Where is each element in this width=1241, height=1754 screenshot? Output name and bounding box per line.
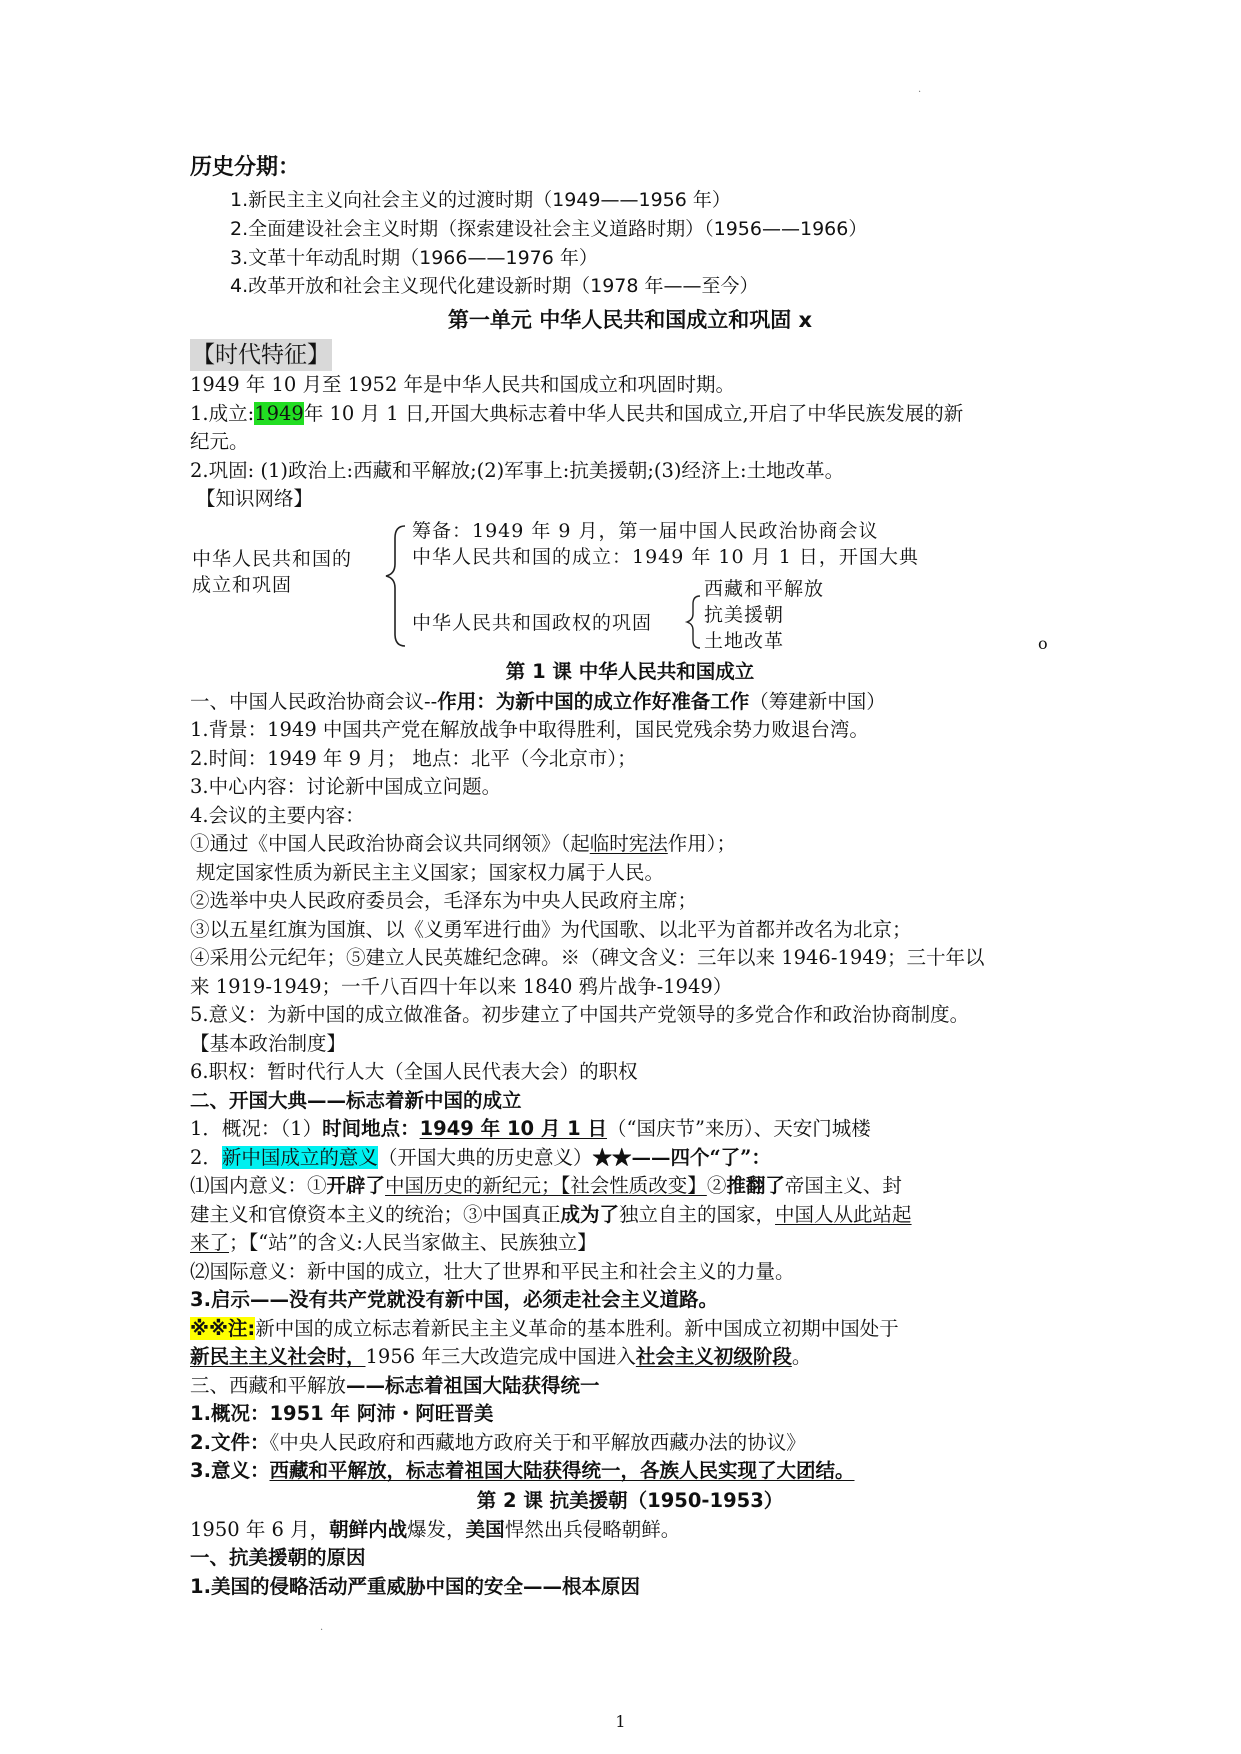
domestic-1: ⑴国内意义：①开辟了中国历史的新纪元；【社会性质改变】②推翻了帝国主义、封 bbox=[190, 1174, 902, 1198]
korea-section1: 一、抗美援朝的原因 bbox=[190, 1546, 366, 1570]
domestic-3: 来了；【“站”的含义:人民当家做主、民族独立】 bbox=[190, 1231, 597, 1255]
highlight-1949: 1949 bbox=[254, 401, 304, 425]
diagram-sub-tibet: 西藏和平解放 bbox=[704, 577, 825, 600]
page-number: 1 bbox=[615, 1712, 626, 1731]
period-item: 2.全面建设社会主义时期（探索建设社会主义道路时期）（1956——1966） bbox=[230, 217, 868, 240]
era-line: 1949 年 10 月至 1952 年是中华人民共和国成立和巩固时期。 bbox=[190, 373, 736, 397]
section2-title: 二、开国大典——标志着新中国的成立 bbox=[190, 1088, 522, 1112]
diagram-sub-land: 土地改革 bbox=[704, 629, 785, 652]
era-tag: 【时代特征】 bbox=[190, 339, 332, 371]
diagram-consolidation: 中华人民共和国政权的巩固 bbox=[412, 611, 653, 634]
scan-dot: . bbox=[918, 84, 922, 95]
founding-line-2: 纪元。 bbox=[190, 430, 249, 454]
background-line: 1.背景：1949 中国共产党在解放战争中取得胜利，国民党残余势力败退台湾。 bbox=[190, 718, 869, 742]
diagram-founding: 中华人民共和国的成立：1949 年 10 月 1 日，开国大典 bbox=[412, 545, 919, 568]
power-line: 6.职权：暂时代行人大（全国人民代表大会）的职权 bbox=[190, 1060, 638, 1084]
international-line: ⑵国际意义：新中国的成立，壮大了世界和平民主和社会主义的力量。 bbox=[190, 1259, 795, 1283]
content-3: ③以五星红旗为国旗、以《义勇军进行曲》为代国歌、以北平为首都并改名为北京； bbox=[190, 917, 912, 941]
tibet-document: 2.文件：《中央人民政府和西藏地方政府关于和平解放西藏办法的协议》 bbox=[190, 1430, 806, 1454]
ceremony-significance: 2．新中国成立的意义（开国大典的历史意义）★★——四个“了”： bbox=[190, 1145, 771, 1169]
time-line: 2.时间：1949 年 9 月； 地点：北平（今北京市）； bbox=[190, 746, 637, 770]
diagram-prep: 筹备：1949 年 9 月，第一届中国人民政治协商会议 bbox=[412, 519, 879, 542]
center-line: 3.中心内容：讨论新中国成立问题。 bbox=[190, 775, 502, 799]
consolidate-line: 2.巩固: (1)政治上:西藏和平解放;(2)军事上:抗美援朝;(3)经济上:土地改革。 bbox=[190, 458, 845, 482]
note-line-2: 新民主主义社会时，1956 年三大改造完成中国进入社会主义初级阶段。 bbox=[190, 1345, 812, 1369]
content-1: ①通过《中国人民政治协商会议共同纲领》（起临时宪法作用）； bbox=[190, 832, 737, 856]
highlight-note: ※※注: bbox=[190, 1316, 256, 1340]
section1-title: 一、中国人民政治协商会议--作用：为新中国的成立作好准备工作（筹建新中国） bbox=[190, 689, 886, 713]
lesson2-title: 第 2 课 抗美援朝（1950-1953） bbox=[476, 1488, 784, 1512]
history-title: 历史分期： bbox=[190, 155, 301, 180]
network-label: 【知识网络】 bbox=[196, 487, 314, 511]
enlightenment-line: 3.启示——没有共产党就没有新中国，必须走社会主义道路。 bbox=[190, 1288, 718, 1312]
diagram-sub-korea: 抗美援朝 bbox=[704, 603, 785, 626]
lesson1-title: 第 1 课 中华人民共和国成立 bbox=[505, 659, 755, 683]
tibet-significance: 3.意义：西藏和平解放，标志着祖国大陆获得统一，各族人民实现了大团结。 bbox=[190, 1459, 855, 1483]
content-4a: ④采用公元纪年；⑤建立人民英雄纪念碑。※（碑文含义：三年以来 1946-1949；三十年以 bbox=[190, 946, 985, 970]
knowledge-diagram bbox=[190, 516, 1090, 656]
diagram-root-2: 成立和巩固 bbox=[192, 573, 293, 596]
basic-system: 【基本政治制度】 bbox=[190, 1031, 347, 1055]
period-item: 1.新民主主义向社会主义的过渡时期（1949——1956 年） bbox=[230, 189, 731, 211]
korea-reason-1: 1.美国的侵略活动严重威胁中国的安全——根本原因 bbox=[190, 1574, 640, 1598]
period-item: 4.改革开放和社会主义现代化建设新时期（1978 年——至今） bbox=[230, 275, 759, 298]
significance-line: 5.意义：为新中国的成立做准备。初步建立了中国共产党领导的多党合作和政治协商制度。 bbox=[190, 1003, 970, 1027]
diagram-root-1: 中华人民共和国的 bbox=[192, 547, 353, 570]
founding-line: 1.成立:1949年 10 月 1 日,开国大典标志着中华人民共和国成立,开启了中华民族发展的新 bbox=[190, 401, 964, 425]
content-4b: 来 1919-1949；一千八百四十年以来 1840 鸦片战争-1949） bbox=[190, 974, 733, 998]
content-2: ②选举中央人民政府委员会，毛泽东为中央人民政府主席； bbox=[190, 889, 698, 913]
stray-mark: o bbox=[1038, 633, 1048, 653]
korea-intro: 1950 年 6 月，朝鲜内战爆发，美国悍然出兵侵略朝鲜。 bbox=[190, 1517, 681, 1541]
unit-title: 第一单元 中华人民共和国成立和巩固 x bbox=[447, 308, 813, 333]
main-label: 4.会议的主要内容： bbox=[190, 803, 365, 827]
highlight-significance: 新中国成立的意义 bbox=[221, 1145, 378, 1169]
period-item: 3.文革十年动乱时期（1966——1976 年） bbox=[230, 246, 598, 269]
tibet-overview: 1.概况：1951 年 阿沛・阿旺晋美 bbox=[190, 1402, 494, 1426]
domestic-2: 建主义和官僚资本主义的统治；③中国真正成为了独立自主的国家，中国人从此站起 bbox=[190, 1202, 912, 1226]
note-line-1: ※※注:新中国的成立标志着新民主主义革命的基本胜利。新中国成立初期中国处于 bbox=[190, 1316, 899, 1340]
section3-title: 三、西藏和平解放——标志着祖国大陆获得统一 bbox=[190, 1373, 600, 1397]
ceremony-overview: 1．概况：（1）时间地点：1949 年 10 月 1 日（“国庆节”来历）、天安门城楼 bbox=[190, 1117, 871, 1141]
content-1b: 规定国家性质为新民主主义国家；国家权力属于人民。 bbox=[196, 860, 665, 884]
scan-dot: . bbox=[320, 1622, 324, 1633]
